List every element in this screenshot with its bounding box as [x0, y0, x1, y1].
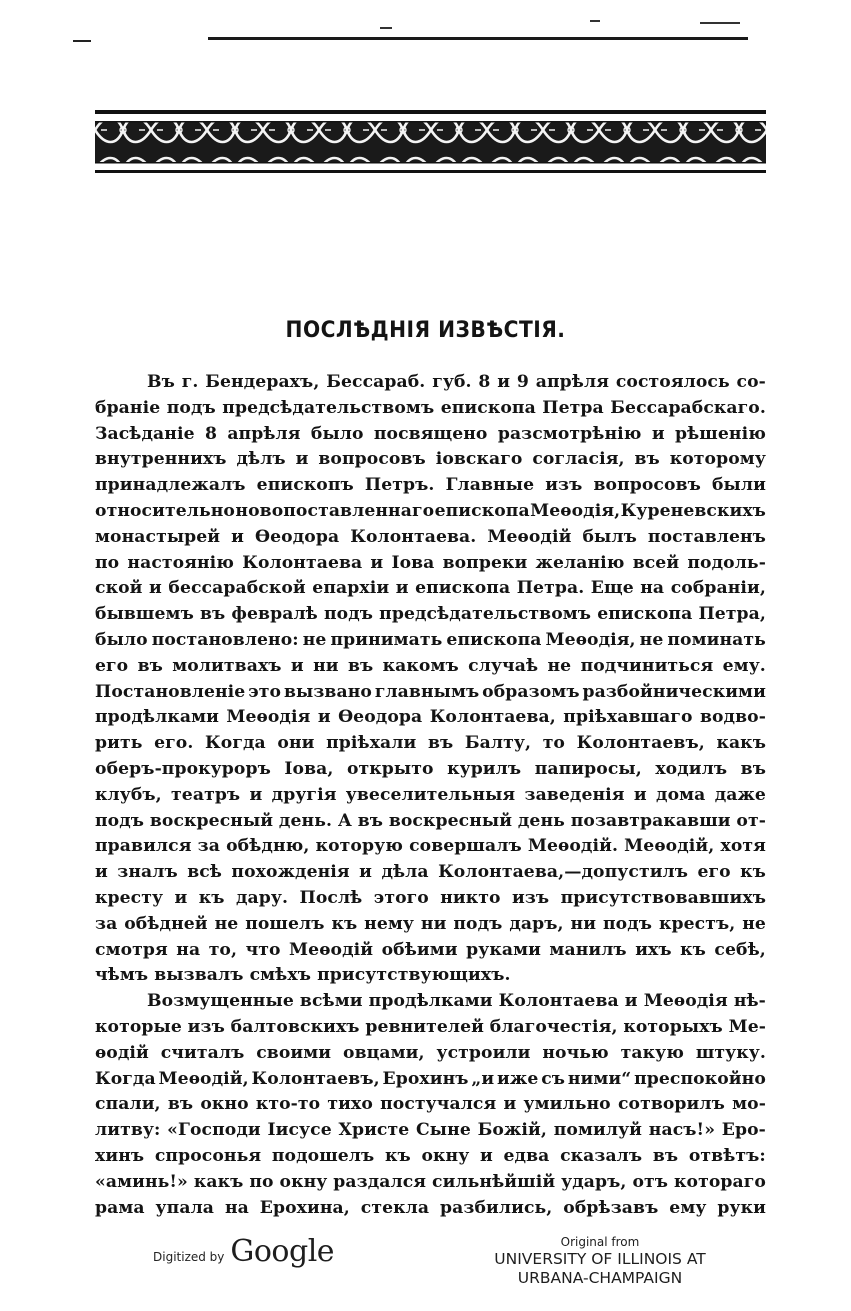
- text-line: Засѣданіе 8 апрѣля было посвящено разсмотрѣнію и рѣшенію: [95, 423, 766, 444]
- page-title: ПОСЛѢДНІЯ ИЗВѢСТІЯ.: [285, 318, 566, 343]
- text-line: его въ молитвахъ и ни въ какомъ случаѣ не подчиниться ему.: [95, 655, 766, 676]
- digitized-by-label: Digitized by: [153, 1250, 225, 1264]
- text-line: было постановлено: не принимать епископа Меѳодія, не поминать: [95, 629, 766, 650]
- text-line: ѳодій считалъ своими овцами, устроили ночью такую штуку.: [95, 1042, 766, 1063]
- text-line: за обѣдней не пошелъ къ нему ни подъ даръ, ни подъ крестъ, не: [95, 913, 766, 934]
- text-line: «аминь!» какъ по окну раздался сильнѣйшій ударъ, отъ котораго: [95, 1171, 766, 1192]
- text-line: которые изъ балтовскихъ ревнителей благочестія, которыхъ Ме-: [95, 1016, 766, 1037]
- text-line: спали, въ окно кто-то тихо постучался и умильно сотворилъ мо-: [95, 1094, 766, 1115]
- ornamental-header-band: [95, 110, 766, 174]
- text-line: смотря на то, что Меѳодій обѣими руками манилъ ихъ къ себѣ,: [95, 939, 766, 960]
- text-line: Постановленіе это вызвано главнымъ образомъ разбойническими: [95, 681, 766, 702]
- text-line: правился за обѣдню, которую совершалъ Меѳодій. Меѳодій, хотя: [95, 836, 766, 857]
- text-line: относительно новопоставленнаго епископа Меѳодія, Куреневскихъ: [95, 500, 766, 521]
- text-line: Когда Меѳодій, Колонтаевъ, Ерохинъ „и иже съ ними“ преспокойно: [95, 1068, 766, 1089]
- text-line: подъ воскресный день. А въ воскресный день позавтракавши от-: [95, 810, 766, 831]
- text-line: принадлежалъ епископъ Петръ. Главные изъ вопросовъ были: [95, 475, 766, 496]
- text-line: рама упала на Ерохина, стекла разбились, обрѣзавъ ему руки: [95, 1197, 766, 1218]
- source-attribution: [470, 1234, 730, 1288]
- google-logo-text: Google: [230, 1234, 335, 1269]
- text-line: бывшемъ въ февралѣ подъ предсѣдательствомъ епископа Петра,: [95, 604, 766, 625]
- text-line: монастырей и Ѳеодора Колонтаева. Меѳодій былъ поставленъ: [95, 526, 766, 547]
- text-line: и зналъ всѣ похожденія и дѣла Колонтаева,—допустилъ его къ: [95, 862, 766, 883]
- text-line: внутреннихъ дѣлъ и вопросовъ іовскаго согласія, въ которому: [95, 449, 766, 470]
- text-line: чѣмъ вызвалъ смѣхъ присутствующихъ.: [95, 965, 511, 986]
- digitized-by-watermark: [153, 1234, 334, 1274]
- text-line: оберъ-прокуроръ Іова, открыто курилъ папиросы, ходилъ въ: [95, 758, 766, 779]
- text-line: Въ г. Бендерахъ, Бессараб. губ. 8 и 9 апрѣля состоялось со-: [147, 372, 766, 392]
- text-line: хинъ спросонья подошелъ къ окну и едва сказалъ въ отвѣтъ:: [95, 1145, 766, 1166]
- text-line: кресту и къ дару. Послѣ этого никто изъ присутствовавшихъ: [95, 887, 766, 908]
- scan-artifact-lines: [0, 0, 851, 60]
- text-line: по настоянію Колонтаева и Іова вопреки желанію всей подоль-: [95, 552, 766, 573]
- text-line: Возмущенные всѣми продѣлками Колонтаева и Меѳодія нѣ-: [147, 991, 766, 1012]
- text-line: рить его. Когда они пріѣхали въ Балту, то Колонтаевъ, какъ: [95, 733, 766, 754]
- institution-line-2: URBANA-CHAMPAIGN: [517, 1269, 683, 1287]
- text-line: продѣлками Меѳодія и Ѳеодора Колонтаева, пріѣхавшаго водво-: [95, 707, 766, 728]
- original-from-label: Original from: [560, 1235, 640, 1249]
- text-line: литву: «Господи Іисусе Христе Сыне Божій, помилуй насъ!» Еро-: [95, 1120, 766, 1141]
- article-body: [95, 370, 766, 1221]
- text-line: клубъ, театръ и другія увеселительныя заведенія и дома даже: [95, 784, 766, 805]
- text-line: ской и бессарабской епархіи и епископа Петра. Еще на собраніи,: [95, 578, 766, 599]
- text-line: браніе подъ предсѣдательствомъ епископа Петра Бессарабскаго.: [95, 397, 766, 418]
- institution-line-1: UNIVERSITY OF ILLINOIS AT: [494, 1250, 706, 1268]
